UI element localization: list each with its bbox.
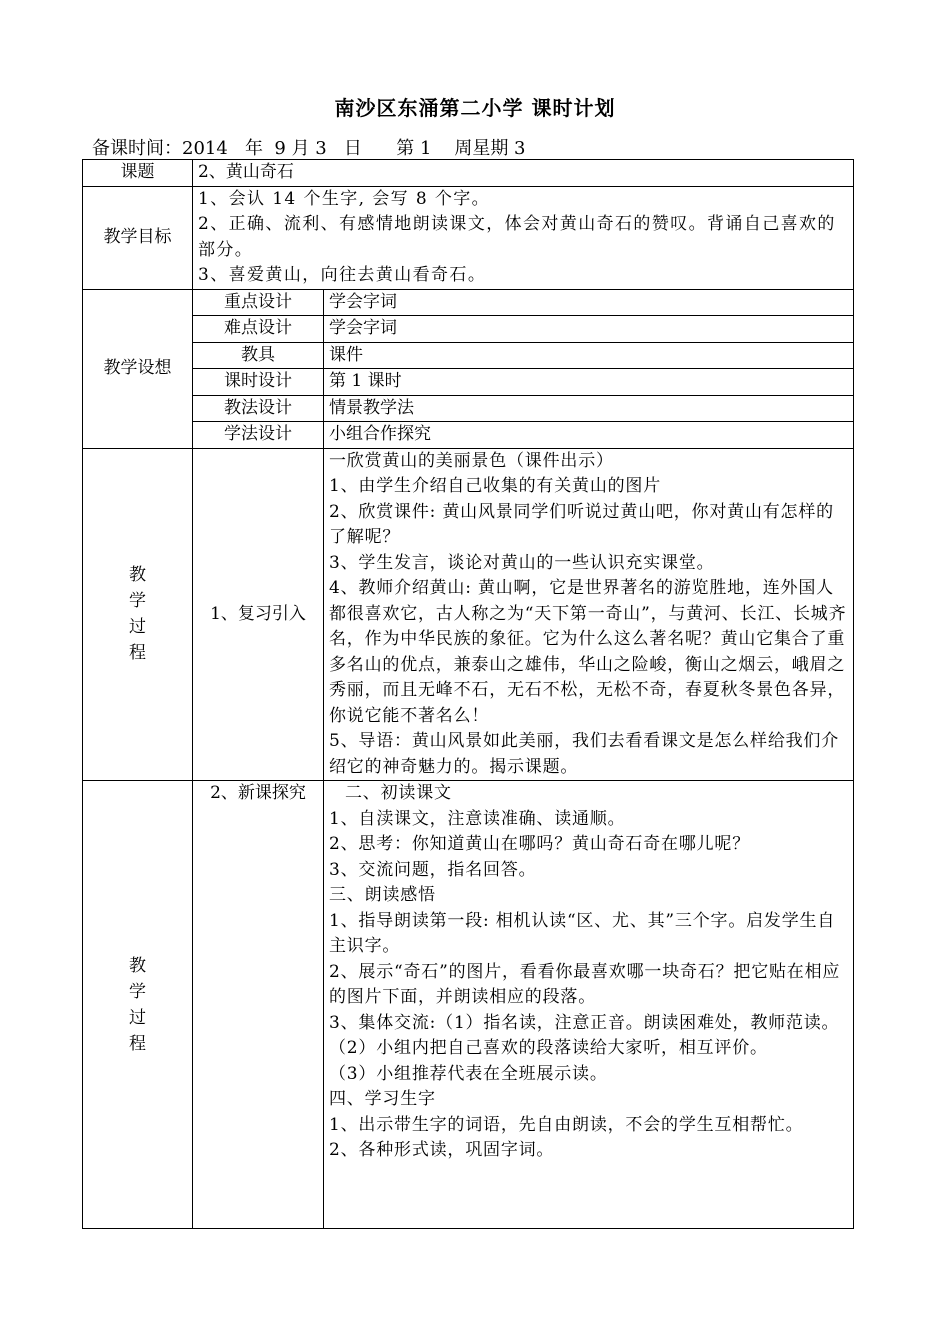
design-key: 教具 <box>193 342 324 369</box>
prep-date-line: 备课时间：2014 年 9 月 3 日 第 1 周星期 3 <box>92 138 526 159</box>
objectives-label: 教学目标 <box>83 186 193 289</box>
design-row <box>83 395 854 422</box>
objective-item: 1、会认 14 个生字, 会写 8 个字。 <box>198 188 491 209</box>
process-label <box>83 448 193 781</box>
design-value: 情景教学法 <box>324 395 854 422</box>
step-label-new: 2、新课探究 <box>193 781 324 1229</box>
design-value: 第 1 课时 <box>324 369 854 396</box>
design-value: 课件 <box>324 342 854 369</box>
design-key: 教法设计 <box>193 395 324 422</box>
step-content-review <box>324 448 854 781</box>
design-row <box>83 422 854 449</box>
topic-row <box>83 160 854 187</box>
content-line: 1、出示带生字的词语，先自由朗读，不会的学生互相帮忙。 <box>329 1114 804 1135</box>
content-line: 3、学生发言，谈论对黄山的一些认识充实课堂。 <box>329 552 715 573</box>
process-row-new <box>83 781 854 1229</box>
design-key: 难点设计 <box>193 316 324 343</box>
objective-item: 2、正确、流利、有感情地朗读课文，体会对黄山奇石的赞叹。背诵自己喜欢的部分。 <box>198 214 836 260</box>
process-label-char: 过 <box>129 617 146 638</box>
content-line: （2）小组内把自己喜欢的段落读给大家听，相互评价。 <box>329 1038 768 1058</box>
objectives-row <box>83 186 854 289</box>
content-line: 1、由学生介绍自己收集的有关黄山的图片 <box>329 476 662 496</box>
design-value: 学会字词 <box>324 316 854 343</box>
content-line: 2、思考：你知道黄山在哪吗？黄山奇石奇在哪儿呢？ <box>329 834 751 854</box>
content-line: 2、欣赏课件: 黄山风景同学们听说过黄山吧，你对黄山有怎样的了解呢？ <box>329 501 834 547</box>
content-line: 3、集体交流:（1）指名读，注意正音。朗读困难处，教师范读。 <box>329 1012 840 1033</box>
topic-value: 2、黄山奇石 <box>193 160 854 187</box>
process-label-char: 过 <box>129 1007 146 1028</box>
process-label-char: 学 <box>129 981 146 1002</box>
design-row <box>83 342 854 369</box>
content-line: 一欣赏黄山的美丽景色（课件出示） <box>329 450 614 471</box>
objective-item: 3、喜爱黄山，向往去黄山看奇石。 <box>198 265 487 285</box>
content-line: 三、朗读感悟 <box>329 885 436 905</box>
process-label-char: 程 <box>129 1033 146 1054</box>
topic-label: 课题 <box>83 160 193 187</box>
process-label-char: 教 <box>129 955 146 976</box>
design-label: 教学设想 <box>83 289 193 448</box>
process-label-char: 程 <box>129 643 146 664</box>
objectives-content <box>193 186 854 289</box>
design-value: 小组合作探究 <box>324 422 854 449</box>
content-line: （3）小组推荐代表在全班展示读。 <box>329 1063 608 1084</box>
process-label <box>83 781 193 1229</box>
page-title: 南沙区东涌第二小学 课时计划 <box>334 96 616 120</box>
design-value: 学会字词 <box>324 289 854 316</box>
process-row-review <box>83 448 854 781</box>
content-line: 3、交流问题，指名回答。 <box>329 859 537 880</box>
step-label-review: 1、复习引入 <box>193 448 324 781</box>
content-line: 4、教师介绍黄山: 黄山啊，它是世界著名的游览胜地，连外国人都很喜欢它，古人称之为“天下第一奇山”，与黄河、长江、长城齐名，作为中华民族的象征。它为什么这么著名呢？黄山它集合了重多名山的优点，兼泰山之雄伟，华山之险峻，衡山之烟云，峨眉之秀丽，而且无峰不石，无石不松，无松不奇，春夏秋冬景色各异，你说它能不著名么！ <box>329 578 847 726</box>
content-line: 2、各种形式读，巩固字词。 <box>329 1140 555 1160</box>
design-row <box>83 289 854 316</box>
design-row <box>83 369 854 396</box>
design-key: 课时设计 <box>193 369 324 396</box>
process-label-char: 教 <box>129 565 146 586</box>
design-key: 重点设计 <box>193 289 324 316</box>
content-line: 2、展示“奇石”的图片，看看你最喜欢哪一块奇石？把它贴在相应的图片下面，并朗读相应的段落。 <box>329 961 841 1007</box>
design-key: 学法设计 <box>193 422 324 449</box>
process-label-char: 学 <box>129 591 146 612</box>
step-content-new <box>324 781 854 1229</box>
content-line: 1、自渎课文，注意读准确、读通顺。 <box>329 808 626 829</box>
content-line: 四、学习生字 <box>329 1089 436 1109</box>
content-line: 二、初读课文 <box>345 783 452 803</box>
content-line: 5、导语：黄山风景如此美丽，我们去看看课文是怎么样给我们介绍它的神奇魅力的。揭示课题。 <box>329 731 840 777</box>
content-line: 1、指导朗读第一段: 相机认读“区、尤、其”三个字。启发学生自主识字。 <box>329 910 836 956</box>
design-row <box>83 316 854 343</box>
lesson-plan-table <box>82 159 854 1229</box>
